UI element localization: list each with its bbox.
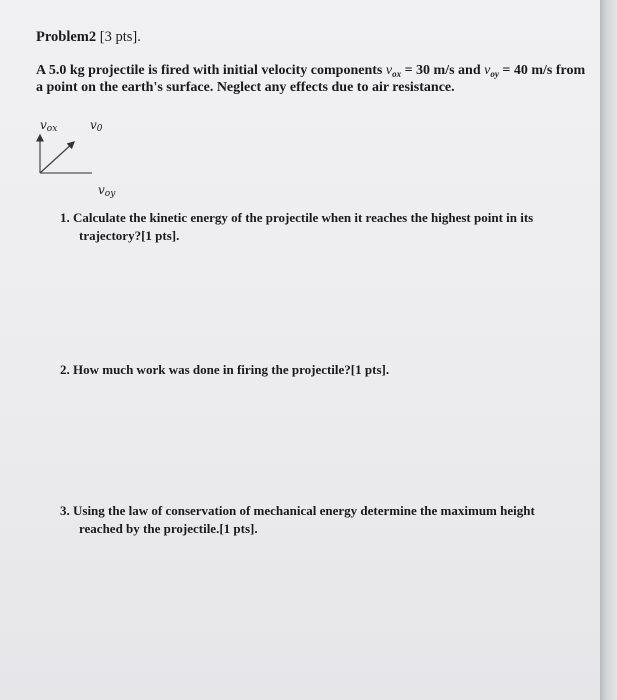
velocity-vector-arrow — [40, 142, 74, 173]
diagram-vox-subscript: ox — [46, 124, 58, 134]
problem-statement-line-2: a point on the earth's surface. Neglect any effects due to air resistance. — [36, 80, 455, 95]
question-3-line-2: reached by the projectile.[1 pts]. — [79, 521, 258, 536]
question-1-text: Calculate the kinetic energy of the projectile when it reaches the highest point in its — [73, 210, 534, 225]
question-1-number: 1. — [60, 210, 70, 225]
page-edge-shadow — [600, 0, 617, 700]
question-1-line-2: trajectory?[1 pts]. — [79, 228, 180, 243]
problem-points: [3 pts]. — [99, 29, 141, 45]
problem-title — [36, 29, 141, 46]
problem-title-text: Problem2 — [36, 29, 97, 45]
diagram-voy-symbol: v — [98, 183, 105, 197]
vox-value: = 30 m/s and — [401, 63, 485, 78]
question-3-line-1 — [60, 503, 535, 519]
diagram-label-voy — [98, 183, 115, 199]
diagram-label-vox — [40, 118, 57, 134]
question-3-number: 3. — [60, 503, 70, 518]
problem-statement-line-1 — [36, 63, 585, 79]
question-2-line-1 — [60, 362, 389, 378]
diagram-label-vo — [90, 118, 103, 134]
voy-value: = 40 m/s from — [498, 63, 586, 78]
question-2-text: How much work was done in firing the projectile?[1 pts]. — [73, 362, 390, 377]
statement-text-start: A 5.0 kg projectile is fired with initial velocity components — [36, 63, 386, 78]
vox-subscript: ox — [392, 69, 402, 79]
diagram-voy-subscript: oy — [104, 189, 116, 199]
question-2-number: 2. — [60, 362, 70, 377]
vox-symbol: v — [385, 63, 393, 78]
voy-subscript: oy — [490, 69, 499, 79]
diagram-vo-subscript: 0 — [96, 124, 103, 134]
question-3-text: Using the law of conservation of mechanical energy determine the maximum height — [73, 503, 535, 518]
voy-symbol: v — [484, 63, 491, 78]
question-1-line-1 — [60, 210, 533, 226]
diagram-vox-symbol: v — [40, 118, 47, 132]
diagram-vo-symbol: v — [90, 118, 97, 132]
